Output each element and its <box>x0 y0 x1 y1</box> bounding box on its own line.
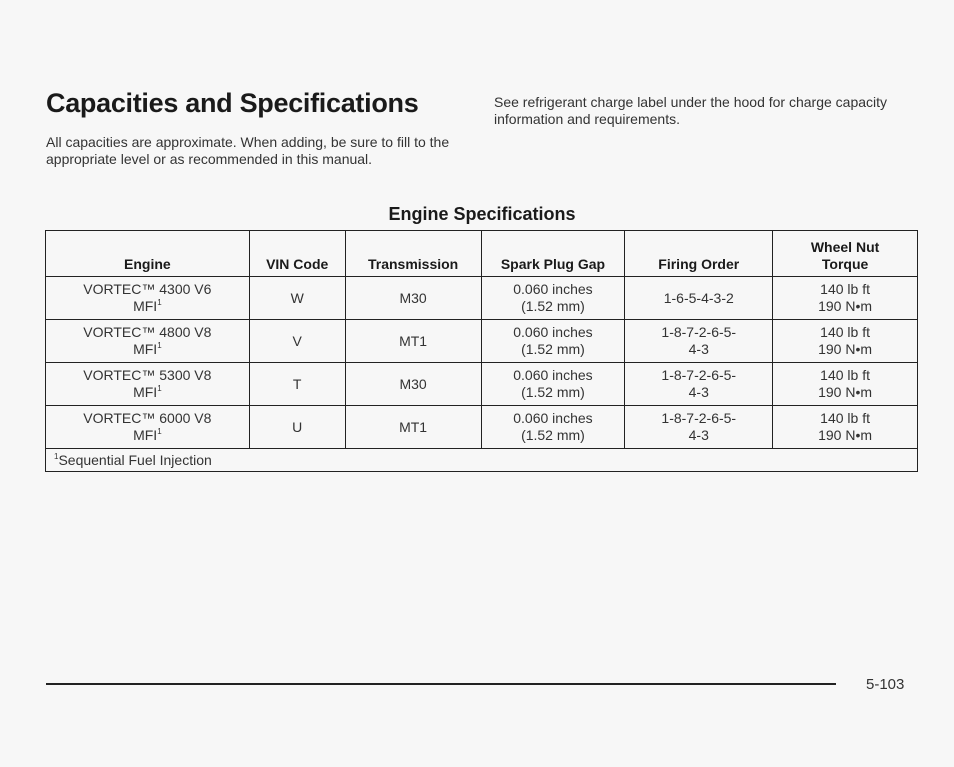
table-header-row <box>46 231 918 277</box>
firing-order-line-2: 4-3 <box>688 427 709 443</box>
torque-cell <box>773 363 918 406</box>
footnote-marker: 1 <box>157 427 162 436</box>
spark-plug-gap-cell <box>481 406 625 449</box>
spark-inches: 0.060 inches <box>513 410 593 426</box>
transmission-cell: M30 <box>345 277 481 320</box>
spark-inches: 0.060 inches <box>513 281 593 297</box>
spark-mm: (1.52 mm) <box>521 298 585 314</box>
engine-specifications-table <box>45 230 918 472</box>
engine-cell <box>46 363 250 406</box>
spark-plug-gap-cell <box>481 320 625 363</box>
torque-nm: 190 N•m <box>818 341 873 357</box>
header-firing-order: Firing Order <box>625 231 773 277</box>
engine-injection-label: MFI <box>133 298 158 314</box>
torque-lbft: 140 lb ft <box>820 324 870 340</box>
spark-mm: (1.52 mm) <box>521 341 585 357</box>
engine-cell <box>46 277 250 320</box>
engine-injection-label: MFI <box>133 427 158 443</box>
header-torque-line-1: Wheel Nut <box>810 239 880 255</box>
spark-mm: (1.52 mm) <box>521 427 585 443</box>
spark-inches: 0.060 inches <box>513 324 593 340</box>
torque-cell <box>773 406 918 449</box>
torque-lbft: 140 lb ft <box>820 281 870 297</box>
header-vin-code: VIN Code <box>249 231 345 277</box>
table-row <box>46 320 918 363</box>
spark-plug-gap-cell <box>481 277 625 320</box>
refrigerant-note: See refrigerant charge label under the hood for charge capacity information and requirements. <box>494 94 888 127</box>
table-footnote-row <box>46 449 918 472</box>
engine-name: VORTEC™ 5300 V8 <box>83 367 212 383</box>
transmission-cell: MT1 <box>345 320 481 363</box>
table-row <box>46 363 918 406</box>
spark-plug-gap-cell <box>481 363 625 406</box>
engine-name: VORTEC™ 4300 V6 <box>83 281 212 297</box>
table-title: Engine Specifications <box>388 204 576 224</box>
spark-inches: 0.060 inches <box>513 367 593 383</box>
header-wheel-nut-torque <box>773 231 918 277</box>
header-engine: Engine <box>46 231 250 277</box>
torque-lbft: 140 lb ft <box>820 367 870 383</box>
footnote-marker: 1 <box>54 451 59 461</box>
footer-rule <box>46 683 836 685</box>
table-footnote <box>46 449 918 472</box>
footnote-marker: 1 <box>157 298 162 307</box>
firing-order-cell <box>625 320 773 363</box>
torque-cell <box>773 277 918 320</box>
table-row <box>46 277 918 320</box>
firing-order-cell <box>625 277 773 320</box>
capacities-note: All capacities are approximate. When adding, be sure to fill to the appropriate level or as recommended in this manual. <box>46 134 450 167</box>
engine-cell <box>46 406 250 449</box>
firing-order-line-1: 1-6-5-4-3-2 <box>663 289 734 306</box>
spark-mm: (1.52 mm) <box>521 384 585 400</box>
firing-order-line-2: 4-3 <box>688 384 709 400</box>
firing-order-line-2: 4-3 <box>688 341 709 357</box>
torque-nm: 190 N•m <box>818 427 873 443</box>
page-title: Capacities and Specifications <box>46 88 419 118</box>
firing-order-line-1: 1-8-7-2-6-5- <box>661 367 737 383</box>
header-transmission: Transmission <box>345 231 481 277</box>
header-spark-plug-gap: Spark Plug Gap <box>481 231 625 277</box>
footnote-marker: 1 <box>157 341 162 350</box>
footnote-text: Sequential Fuel Injection <box>58 451 212 468</box>
table-row <box>46 406 918 449</box>
firing-order-line-1: 1-8-7-2-6-5- <box>661 410 737 426</box>
firing-order-cell <box>625 406 773 449</box>
firing-order-cell <box>625 363 773 406</box>
firing-order-line-1: 1-8-7-2-6-5- <box>661 324 737 340</box>
vin-cell: W <box>249 277 345 320</box>
engine-injection <box>50 341 245 358</box>
header-torque-line-2: Torque <box>821 256 869 272</box>
vin-cell: V <box>249 320 345 363</box>
engine-name: VORTEC™ 6000 V8 <box>83 410 212 426</box>
vin-cell: T <box>249 363 345 406</box>
page-number: 5-103 <box>866 676 905 693</box>
transmission-cell: M30 <box>345 363 481 406</box>
engine-name: VORTEC™ 4800 V8 <box>83 324 212 340</box>
transmission-cell: MT1 <box>345 406 481 449</box>
torque-cell <box>773 320 918 363</box>
torque-nm: 190 N•m <box>818 298 873 314</box>
engine-injection <box>50 298 245 315</box>
engine-cell <box>46 320 250 363</box>
torque-lbft: 140 lb ft <box>820 410 870 426</box>
engine-injection <box>50 427 245 444</box>
vin-cell: U <box>249 406 345 449</box>
engine-injection <box>50 384 245 401</box>
engine-injection-label: MFI <box>133 384 158 400</box>
footnote-marker: 1 <box>157 384 162 393</box>
torque-nm: 190 N•m <box>818 384 873 400</box>
engine-injection-label: MFI <box>133 341 158 357</box>
